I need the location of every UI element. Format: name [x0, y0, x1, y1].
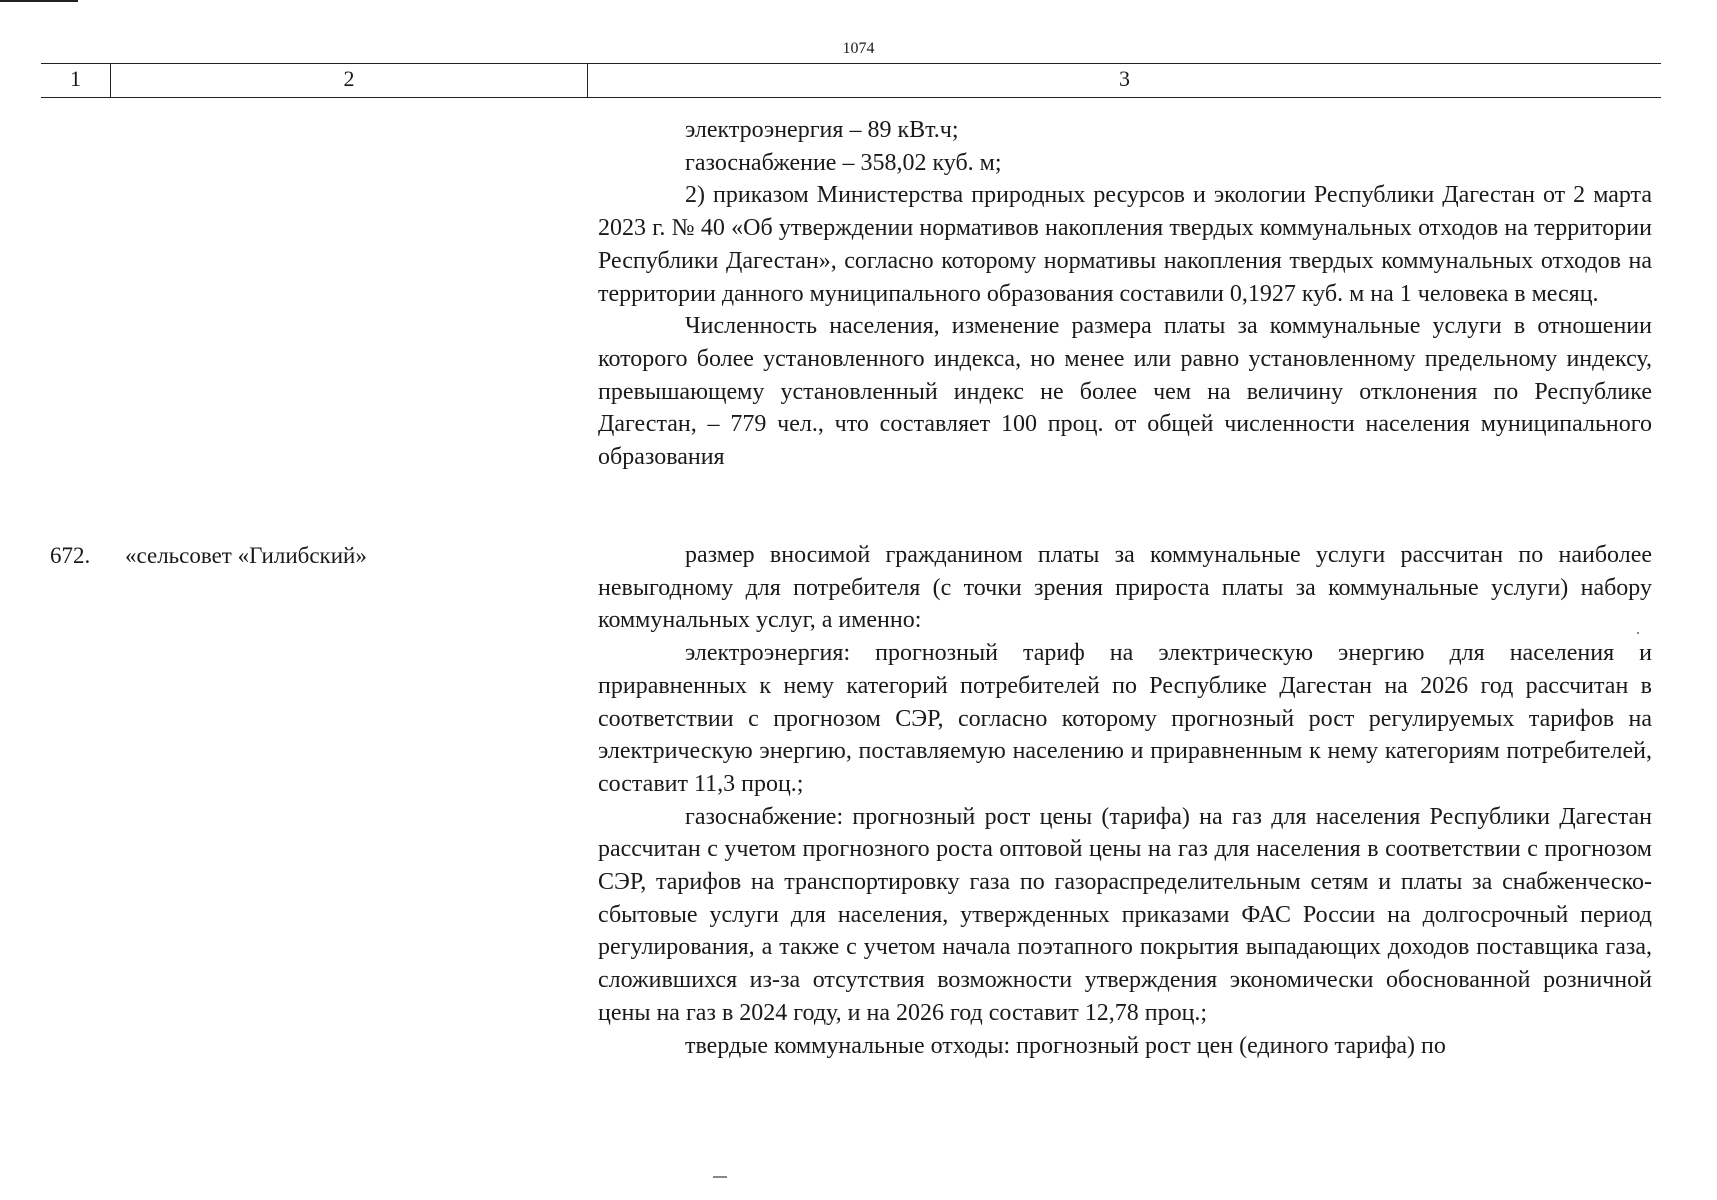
paragraph: электроэнергия – 89 кВт.ч;: [685, 117, 959, 143]
scan-speck: [1637, 632, 1639, 634]
column-header-2: 2: [343, 66, 355, 91]
entry-name: «сельсовет «Гилибский»: [125, 543, 367, 568]
paragraph: газоснабжение – 358,02 куб. м;: [685, 149, 1002, 176]
scan-edge-mark: [0, 0, 78, 2]
entry-number: 672.: [50, 543, 91, 568]
paragraph: твердые коммунальные отходы: прогнозный рост цен (единого тарифа) по: [685, 1032, 1446, 1059]
paragraph: 2) приказом Министерства природных ресурсов и экологии Республики Дагестан от 2 марта 2023 г. № 40 «Об утверждении нормативов накопления твердых коммунальных отходов на территории Республики Дагестан», согласно которому нормативы накопления твердых коммунальных отходов на территории данного муниципального образования составили 0,1927 куб. м на 1 человека в месяц.: [598, 182, 1652, 307]
scan-speck: [713, 1176, 727, 1178]
entry-text: [598, 539, 1652, 1062]
page-number: 1074: [842, 40, 875, 57]
column-header-3: 3: [1119, 66, 1130, 91]
paragraph: размер вносимой гражданином платы за коммунальные услуги рассчитан по наиболее невыгодному для потребителя (с точки зрения прироста платы за коммунальные услуги) набору коммунальных услуг, а именно:: [598, 542, 1652, 634]
paragraph: Численность населения, изменение размера платы за коммунальные услуги в отношении которого более установленного индекса, но менее или равно установленному предельному индексу, превышающему установленный индекс не более чем на величину отклонения по Республике Дагестан, – 779 чел., что составляет 100 проц. от общей численности населения муниципального образования: [598, 313, 1652, 471]
table-top-rule: [41, 63, 1661, 64]
paragraph: газоснабжение: прогнозный рост цены (тарифа) на газ для населения Республики Дагестан рассчитан с учетом прогнозного роста оптовой цены на газ для населения в соответствии с прогнозом СЭР, тарифов на транспортировку газа по газораспределительным сетям и платы за снабженческо-сбытовые услуги для населения, утвержденных приказами ФАС России на долгосрочный период регулирования, а также с учетом начала поэтапного покрытия выпадающих доходов поставщика газа, сложившихся из-за отсутствия возможности утверждения экономически обоснованной розничной цены на газ в 2024 году, и на 2026 год составит 12,78 проц.;: [598, 803, 1652, 1026]
previous-entry-text: [598, 114, 1652, 474]
column-header-1: 1: [70, 66, 81, 91]
table-header-bottom-rule: [41, 97, 1661, 98]
paragraph: электроэнергия: прогнозный тариф на электрическую энергию для населения и приравненных к нему категорий потребителей по Республике Дагестан на 2026 год рассчитан в соответствии с прогнозом СЭР, согласно которому прогнозный рост регулируемых тарифов на электрическую энергию, поставляемую населению и приравненным к нему категориям потребителей, составит 11,3 проц.;: [598, 640, 1652, 797]
